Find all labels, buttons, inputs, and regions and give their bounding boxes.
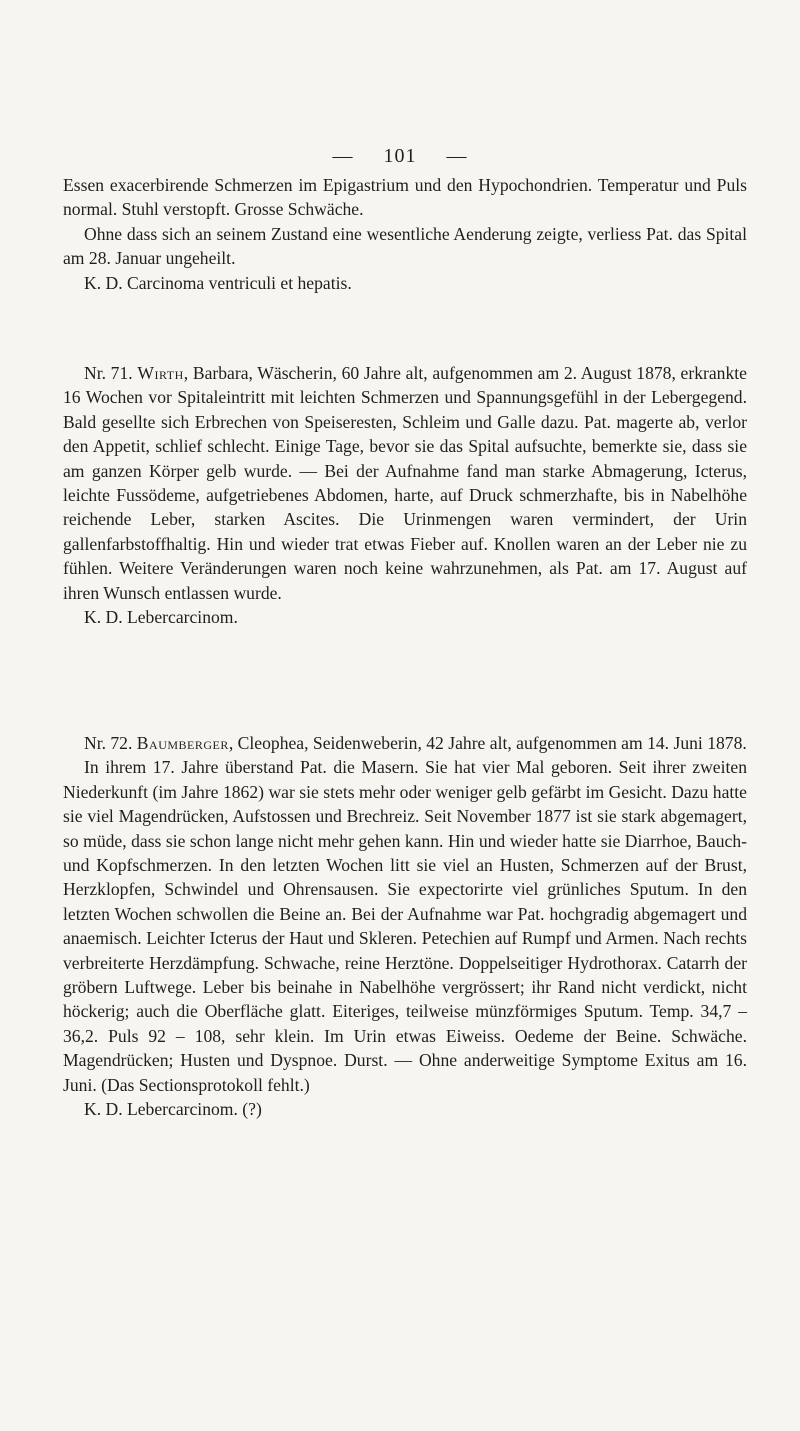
case-71 — [63, 361, 747, 629]
case-number: Nr. 71. — [84, 363, 133, 383]
case-intro — [63, 361, 747, 605]
page-header — [0, 145, 800, 168]
page-number: 101 — [383, 145, 417, 167]
paragraph: Ohne dass sich an seinem Zustand eine wesentliche Aenderung zeigte, verliess Pat. das Spital am 28. Januar ungeheilt. — [63, 223, 747, 269]
diagnosis: K. D. Lebercarcinom. — [84, 607, 238, 628]
paragraph: Essen exacerbirende Schmerzen im Epigastrium und den Hypochondrien. Temperatur und Puls normal. Stuhl verstopft. Grosse Schwäche. — [63, 175, 747, 220]
case-text: , Cleophea, Seidenweberin, 42 Jahre alt, aufgenommen am 14. Juni 1878. — [228, 733, 747, 753]
header-dash-left: — — [332, 145, 354, 167]
case-intro — [63, 731, 747, 755]
case-70-continuation — [63, 173, 747, 295]
header-dash-right: — — [446, 145, 468, 167]
patient-name: Wirth — [137, 363, 184, 383]
diagnosis: K. D. Carcinoma ventriculi et hepatis. — [84, 272, 352, 293]
diagnosis: K. D. Lebercarcinom. (?) — [84, 1099, 262, 1120]
case-history: In ihrem 17. Jahre überstand Pat. die Masern. Sie hat vier Mal geboren. Seit ihrer zweiten Niederkunft (im Jahre 1862) war sie stets mehr oder weniger gelb gefärbt im Gesicht. Dazu hatte sie viel Magendrücken, Aufstossen und Brechreiz. Seit November 1877 ist sie stark abgemagert, so müde, dass sie schon lange nicht mehr gehen kann. Hin und wieder hatte sie Diarrhoe, Bauch- und Kopfschmerzen. In den letzten Wochen litt sie viel an Husten, Schmerzen auf der Brust, Herzklopfen, Schwindel und Ohrensausen. Sie expectorirte viel grünliches Sputum. In den letzten Wochen schwollen die Beine an. Bei der Aufnahme war Pat. hochgradig abgemagert und anaemisch. Leichter Icterus der Haut und Skleren. Petechien auf Rumpf und Armen. Nach rechts verbreiterte Herzdämpfung. Schwache, reine Herztöne. Doppelseitiger Hydrothorax. Catarrh der gröbern Luftwege. Leber bis beinahe in Nabelhöhe vergrössert; ihr Rand nicht verdickt, nicht höckerig; auch die Oberfläche glatt. Eiteriges, teilweise münzförmiges Sputum. Temp. 34,7 – 36,2. Puls 92 – 108, sehr klein. Im Urin etwas Eiweiss. Oedeme der Beine. Schwäche. Magendrücken; Husten und Dyspnoe. Durst. — Ohne anderweitige Symptome Exitus am 16. Juni. (Das Sectionsprotokoll fehlt.) — [63, 757, 747, 1095]
patient-name: Baumberger — [136, 733, 229, 753]
case-72 — [63, 731, 747, 1122]
case-text: , Barbara, Wäscherin, 60 Jahre alt, aufgenommen am 2. August 1878, erkrankte 16 Wochen vor Spitaleintritt mit leichten Schmerzen und Spannungsgefühl in der Lebergegend. Bald gesellte sich Erbrechen von Speiseresten, Schleim und Galle dazu. Pat. magerte ab, verlor den Appetit, schlief schlecht. Einige Tage, bevor sie das Spital aufsuchte, bemerkte sie, dass sie am ganzen Körper gelb wurde. — Bei der Aufnahme fand man starke Abmagerung, Icterus, leichte Fussödeme, aufgetriebenes Abdomen, harte, auf Druck schmerzhafte, bis in Nabelhöhe reichende Leber, starken Ascites. Die Urinmengen waren vermindert, der Urin gallenfarbstoffhaltig. Hin und wieder trat etwas Fieber auf. Knollen waren an der Leber nie zu fühlen. Weitere Veränderungen waren noch keine wahrzunehmen, als Pat. am 17. August auf ihren Wunsch entlassen wurde. — [63, 363, 747, 603]
case-number: Nr. 72. — [84, 733, 133, 753]
